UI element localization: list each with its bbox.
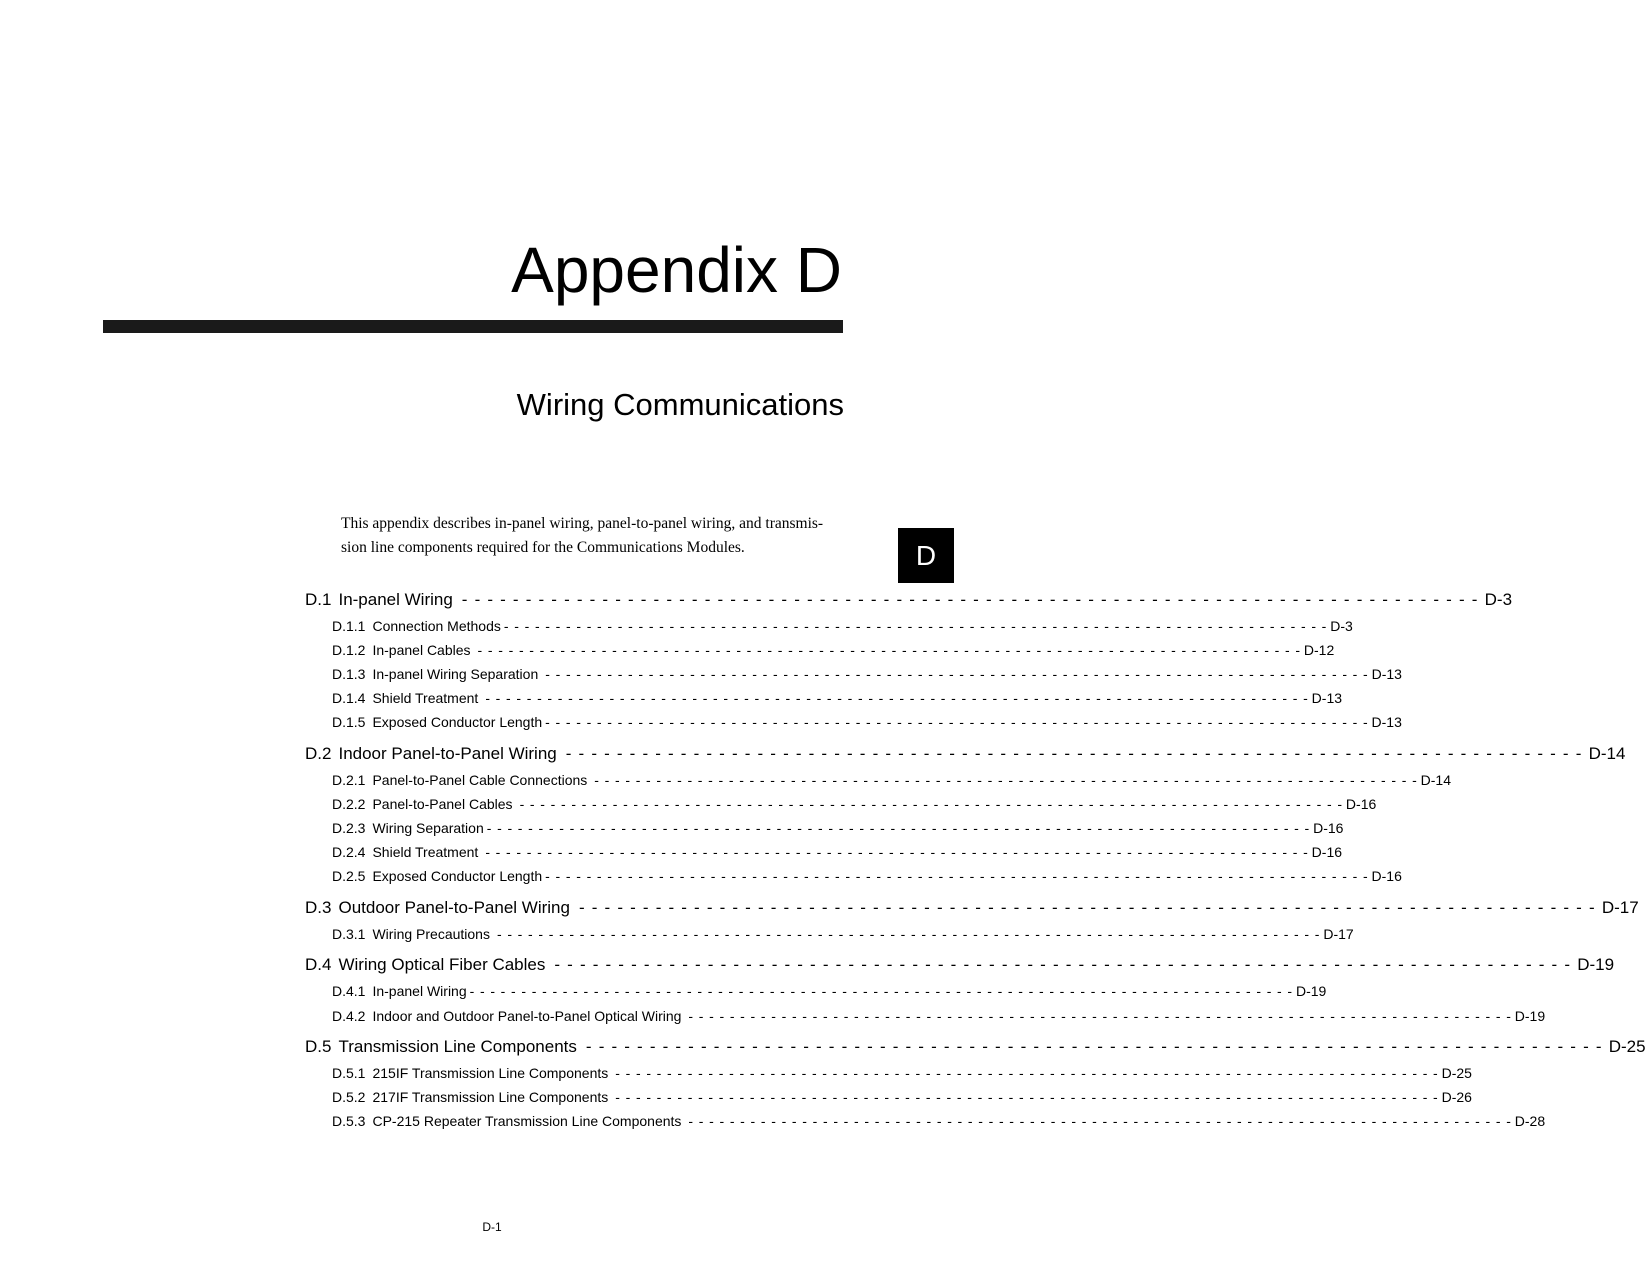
toc-leader: - - - - - - - - - - - - - - - - - - - - - - - - - - - - - - - - - - - - - - - - - - - - - - - - - - - - - - - - - - - - - - - - - - - - - - - - - - - - - - - -	[461, 590, 1479, 609]
toc-entry-sub[interactable]	[332, 868, 1402, 884]
toc-label: Wiring Precautions	[372, 926, 490, 942]
toc-leader: - - - - - - - - - - - - - - - - - - - - - - - - - - - - - - - - - - - - - - - - - - - - - - - - - - - - - - - - - - - - - - - - - - - - - - - - - - - - - - - -	[545, 868, 1369, 884]
toc-entry-main[interactable]	[305, 898, 1639, 918]
toc-label: Shield Treatment	[372, 690, 479, 706]
toc-page: D-3	[1484, 590, 1513, 609]
toc-label: Panel-to-Panel Cables	[372, 796, 513, 812]
toc-leader: - - - - - - - - - - - - - - - - - - - - - - - - - - - - - - - - - - - - - - - - - - - - - - - - - - - - - - - - - - - - - - - - - - - - - - - - - - - - - - - -	[594, 772, 1418, 788]
toc-number: D.1	[305, 590, 332, 609]
toc-entry-sub[interactable]	[332, 796, 1377, 812]
toc-page: D-14	[1420, 772, 1451, 788]
toc-number: D.1.4	[332, 690, 366, 706]
toc-page: D-17	[1323, 926, 1354, 942]
toc-entry-sub[interactable]	[332, 642, 1335, 658]
toc-entry-sub[interactable]	[332, 1089, 1472, 1105]
toc-number: D.3	[305, 898, 332, 917]
toc-entry-sub[interactable]	[332, 983, 1327, 999]
appendix-title: Appendix D	[511, 234, 842, 306]
toc-entry-sub[interactable]	[332, 666, 1402, 682]
toc-number: D.1.1	[332, 618, 366, 634]
toc-page: D-12	[1303, 642, 1335, 658]
toc-number: D.5.3	[332, 1113, 366, 1129]
toc-number: D.1.2	[332, 642, 366, 658]
toc-entry-sub[interactable]	[332, 926, 1354, 942]
toc-label: In-panel Wiring Separation	[372, 666, 539, 682]
toc-label: 217IF Transmission Line Components	[372, 1089, 609, 1105]
toc-page: D-13	[1371, 666, 1402, 682]
toc-leader: - - - - - - - - - - - - - - - - - - - - - - - - - - - - - - - - - - - - - - - - - - - - - - - - - - - - - - - - - - - - - - - - - - - - - - - - - - - - - - - -	[615, 1089, 1439, 1105]
toc-entry-sub[interactable]	[332, 1065, 1472, 1081]
toc-leader: - - - - - - - - - - - - - - - - - - - - - - - - - - - - - - - - - - - - - - - - - - - - - - - - - - - - - - - - - - - - - - - - - - - - - - - - - - - - - - - -	[585, 1037, 1603, 1056]
toc-page: D-19	[1577, 955, 1615, 974]
toc-number: D.2.3	[332, 820, 366, 836]
toc-number: D.3.1	[332, 926, 366, 942]
toc-page: D-14	[1588, 744, 1626, 763]
toc-label: In-panel Cables	[372, 642, 471, 658]
toc-page: D-13	[1311, 690, 1343, 706]
toc-page: D-28	[1514, 1113, 1546, 1129]
toc-leader: - - - - - - - - - - - - - - - - - - - - - - - - - - - - - - - - - - - - - - - - - - - - - - - - - - - - - - - - - - - - - - - - - - - - - - - - - - - - - - - -	[545, 666, 1369, 682]
toc-page: D-3	[1330, 618, 1353, 634]
toc-page: D-25	[1441, 1065, 1472, 1081]
toc-label: In-panel Wiring	[338, 590, 453, 609]
toc-leader: - - - - - - - - - - - - - - - - - - - - - - - - - - - - - - - - - - - - - - - - - - - - - - - - - - - - - - - - - - - - - - - - - - - - - - - - - - - - - - - -	[477, 642, 1301, 658]
toc-leader: - - - - - - - - - - - - - - - - - - - - - - - - - - - - - - - - - - - - - - - - - - - - - - - - - - - - - - - - - - - - - - - - - - - - - - - - - - - - - - - -	[519, 796, 1343, 812]
toc-entry-sub[interactable]	[332, 772, 1451, 788]
toc-leader: - - - - - - - - - - - - - - - - - - - - - - - - - - - - - - - - - - - - - - - - - - - - - - - - - - - - - - - - - - - - - - - - - - - - - - - - - - - - - - - -	[496, 926, 1321, 942]
toc-leader: - - - - - - - - - - - - - - - - - - - - - - - - - - - - - - - - - - - - - - - - - - - - - - - - - - - - - - - - - - - - - - - - - - - - - - - - - - - - - - - -	[545, 714, 1369, 730]
toc-leader: - - - - - - - - - - - - - - - - - - - - - - - - - - - - - - - - - - - - - - - - - - - - - - - - - - - - - - - - - - - - - - - - - - - - - - - - - - - - - - - -	[485, 844, 1309, 860]
toc-leader: - - - - - - - - - - - - - - - - - - - - - - - - - - - - - - - - - - - - - - - - - - - - - - - - - - - - - - - - - - - - - - - - - - - - - - - - - - - - - - - -	[688, 1008, 1512, 1024]
toc-label: Wiring Optical Fiber Cables	[338, 955, 546, 974]
toc-entry-sub[interactable]	[332, 618, 1353, 634]
toc-leader: - - - - - - - - - - - - - - - - - - - - - - - - - - - - - - - - - - - - - - - - - - - - - - - - - - - - - - - - - - - - - - - - - - - - - - - - - - - - - - - -	[486, 820, 1311, 836]
toc-entry-main[interactable]	[305, 1037, 1646, 1057]
toc-entry-sub[interactable]	[332, 690, 1343, 706]
toc-number: D.2	[305, 744, 332, 763]
toc-number: D.2.4	[332, 844, 366, 860]
toc-label: Exposed Conductor Length	[372, 714, 543, 730]
toc-label: CP-215 Repeater Transmission Line Components	[372, 1113, 682, 1129]
toc-entry-sub[interactable]	[332, 1113, 1546, 1129]
toc-leader: - - - - - - - - - - - - - - - - - - - - - - - - - - - - - - - - - - - - - - - - - - - - - - - - - - - - - - - - - - - - - - - - - - - - - - - - - - - - - - - -	[503, 618, 1328, 634]
toc-number: D.1.5	[332, 714, 366, 730]
toc-number: D.5.2	[332, 1089, 366, 1105]
toc-label: Connection Methods	[372, 618, 501, 634]
intro-line: This appendix describes in-panel wiring, panel-to-panel wiring, and transmis-	[341, 515, 824, 532]
toc-number: D.4	[305, 955, 332, 974]
intro-line: sion line components required for the Communications Modules.	[341, 539, 745, 556]
toc-page: D-13	[1371, 714, 1402, 730]
toc-page: D-16	[1311, 844, 1343, 860]
toc-page: D-16	[1371, 868, 1402, 884]
toc-page: D-25	[1608, 1037, 1646, 1056]
toc-entry-main[interactable]	[305, 955, 1615, 975]
toc-page: D-16	[1345, 796, 1377, 812]
toc-leader: - - - - - - - - - - - - - - - - - - - - - - - - - - - - - - - - - - - - - - - - - - - - - - - - - - - - - - - - - - - - - - - - - - - - - - - - - - - - - - - -	[565, 744, 1583, 763]
toc-label: Indoor and Outdoor Panel-to-Panel Optical Wiring	[372, 1008, 682, 1024]
toc-number: D.5.1	[332, 1065, 366, 1081]
toc-leader: - - - - - - - - - - - - - - - - - - - - - - - - - - - - - - - - - - - - - - - - - - - - - - - - - - - - - - - - - - - - - - - - - - - - - - - - - - - - - - - -	[469, 983, 1293, 999]
toc-page: D-19	[1295, 983, 1327, 999]
toc-page: D-17	[1601, 898, 1639, 917]
toc-entry-main[interactable]	[305, 744, 1626, 764]
toc-page: D-26	[1441, 1089, 1472, 1105]
toc-number: D.2.2	[332, 796, 366, 812]
toc-leader: - - - - - - - - - - - - - - - - - - - - - - - - - - - - - - - - - - - - - - - - - - - - - - - - - - - - - - - - - - - - - - - - - - - - - - - - - - - - - - - -	[485, 690, 1309, 706]
toc-label: Transmission Line Components	[338, 1037, 577, 1056]
toc-leader: - - - - - - - - - - - - - - - - - - - - - - - - - - - - - - - - - - - - - - - - - - - - - - - - - - - - - - - - - - - - - - - - - - - - - - - - - - - - - - - -	[554, 955, 1572, 974]
toc-number: D.1.3	[332, 666, 366, 682]
toc-label: Wiring Separation	[372, 820, 484, 836]
toc-number: D.5	[305, 1037, 332, 1056]
toc-label: Exposed Conductor Length	[372, 868, 543, 884]
toc-page: D-16	[1313, 820, 1344, 836]
toc-number: D.4.2	[332, 1008, 366, 1024]
toc-leader: - - - - - - - - - - - - - - - - - - - - - - - - - - - - - - - - - - - - - - - - - - - - - - - - - - - - - - - - - - - - - - - - - - - - - - - - - - - - - - - -	[688, 1113, 1512, 1129]
toc-label: In-panel Wiring	[372, 983, 467, 999]
toc-number: D.2.5	[332, 868, 366, 884]
toc-entry-sub[interactable]	[332, 844, 1343, 860]
toc-entry-sub[interactable]	[332, 714, 1402, 730]
toc-leader: - - - - - - - - - - - - - - - - - - - - - - - - - - - - - - - - - - - - - - - - - - - - - - - - - - - - - - - - - - - - - - - - - - - - - - - - - - - - - - - -	[578, 898, 1596, 917]
toc-entry-sub[interactable]	[332, 820, 1344, 836]
toc-label: Outdoor Panel-to-Panel Wiring	[338, 898, 570, 917]
toc-number: D.4.1	[332, 983, 366, 999]
toc-number: D.2.1	[332, 772, 366, 788]
toc-label: Shield Treatment	[372, 844, 479, 860]
toc-label: Indoor Panel-to-Panel Wiring	[338, 744, 557, 763]
toc-page: D-19	[1514, 1008, 1546, 1024]
toc-label: Panel-to-Panel Cable Connections	[372, 772, 588, 788]
toc-leader: - - - - - - - - - - - - - - - - - - - - - - - - - - - - - - - - - - - - - - - - - - - - - - - - - - - - - - - - - - - - - - - - - - - - - - - - - - - - - - - -	[615, 1065, 1439, 1081]
footer-page-number: D-1	[482, 1220, 502, 1234]
chapter-side-tab: D	[898, 528, 954, 583]
chapter-subtitle: Wiring Communications	[516, 387, 844, 422]
toc-label: 215IF Transmission Line Components	[372, 1065, 609, 1081]
toc-entry-sub[interactable]	[332, 1008, 1546, 1024]
toc-entry-main[interactable]	[305, 590, 1513, 610]
